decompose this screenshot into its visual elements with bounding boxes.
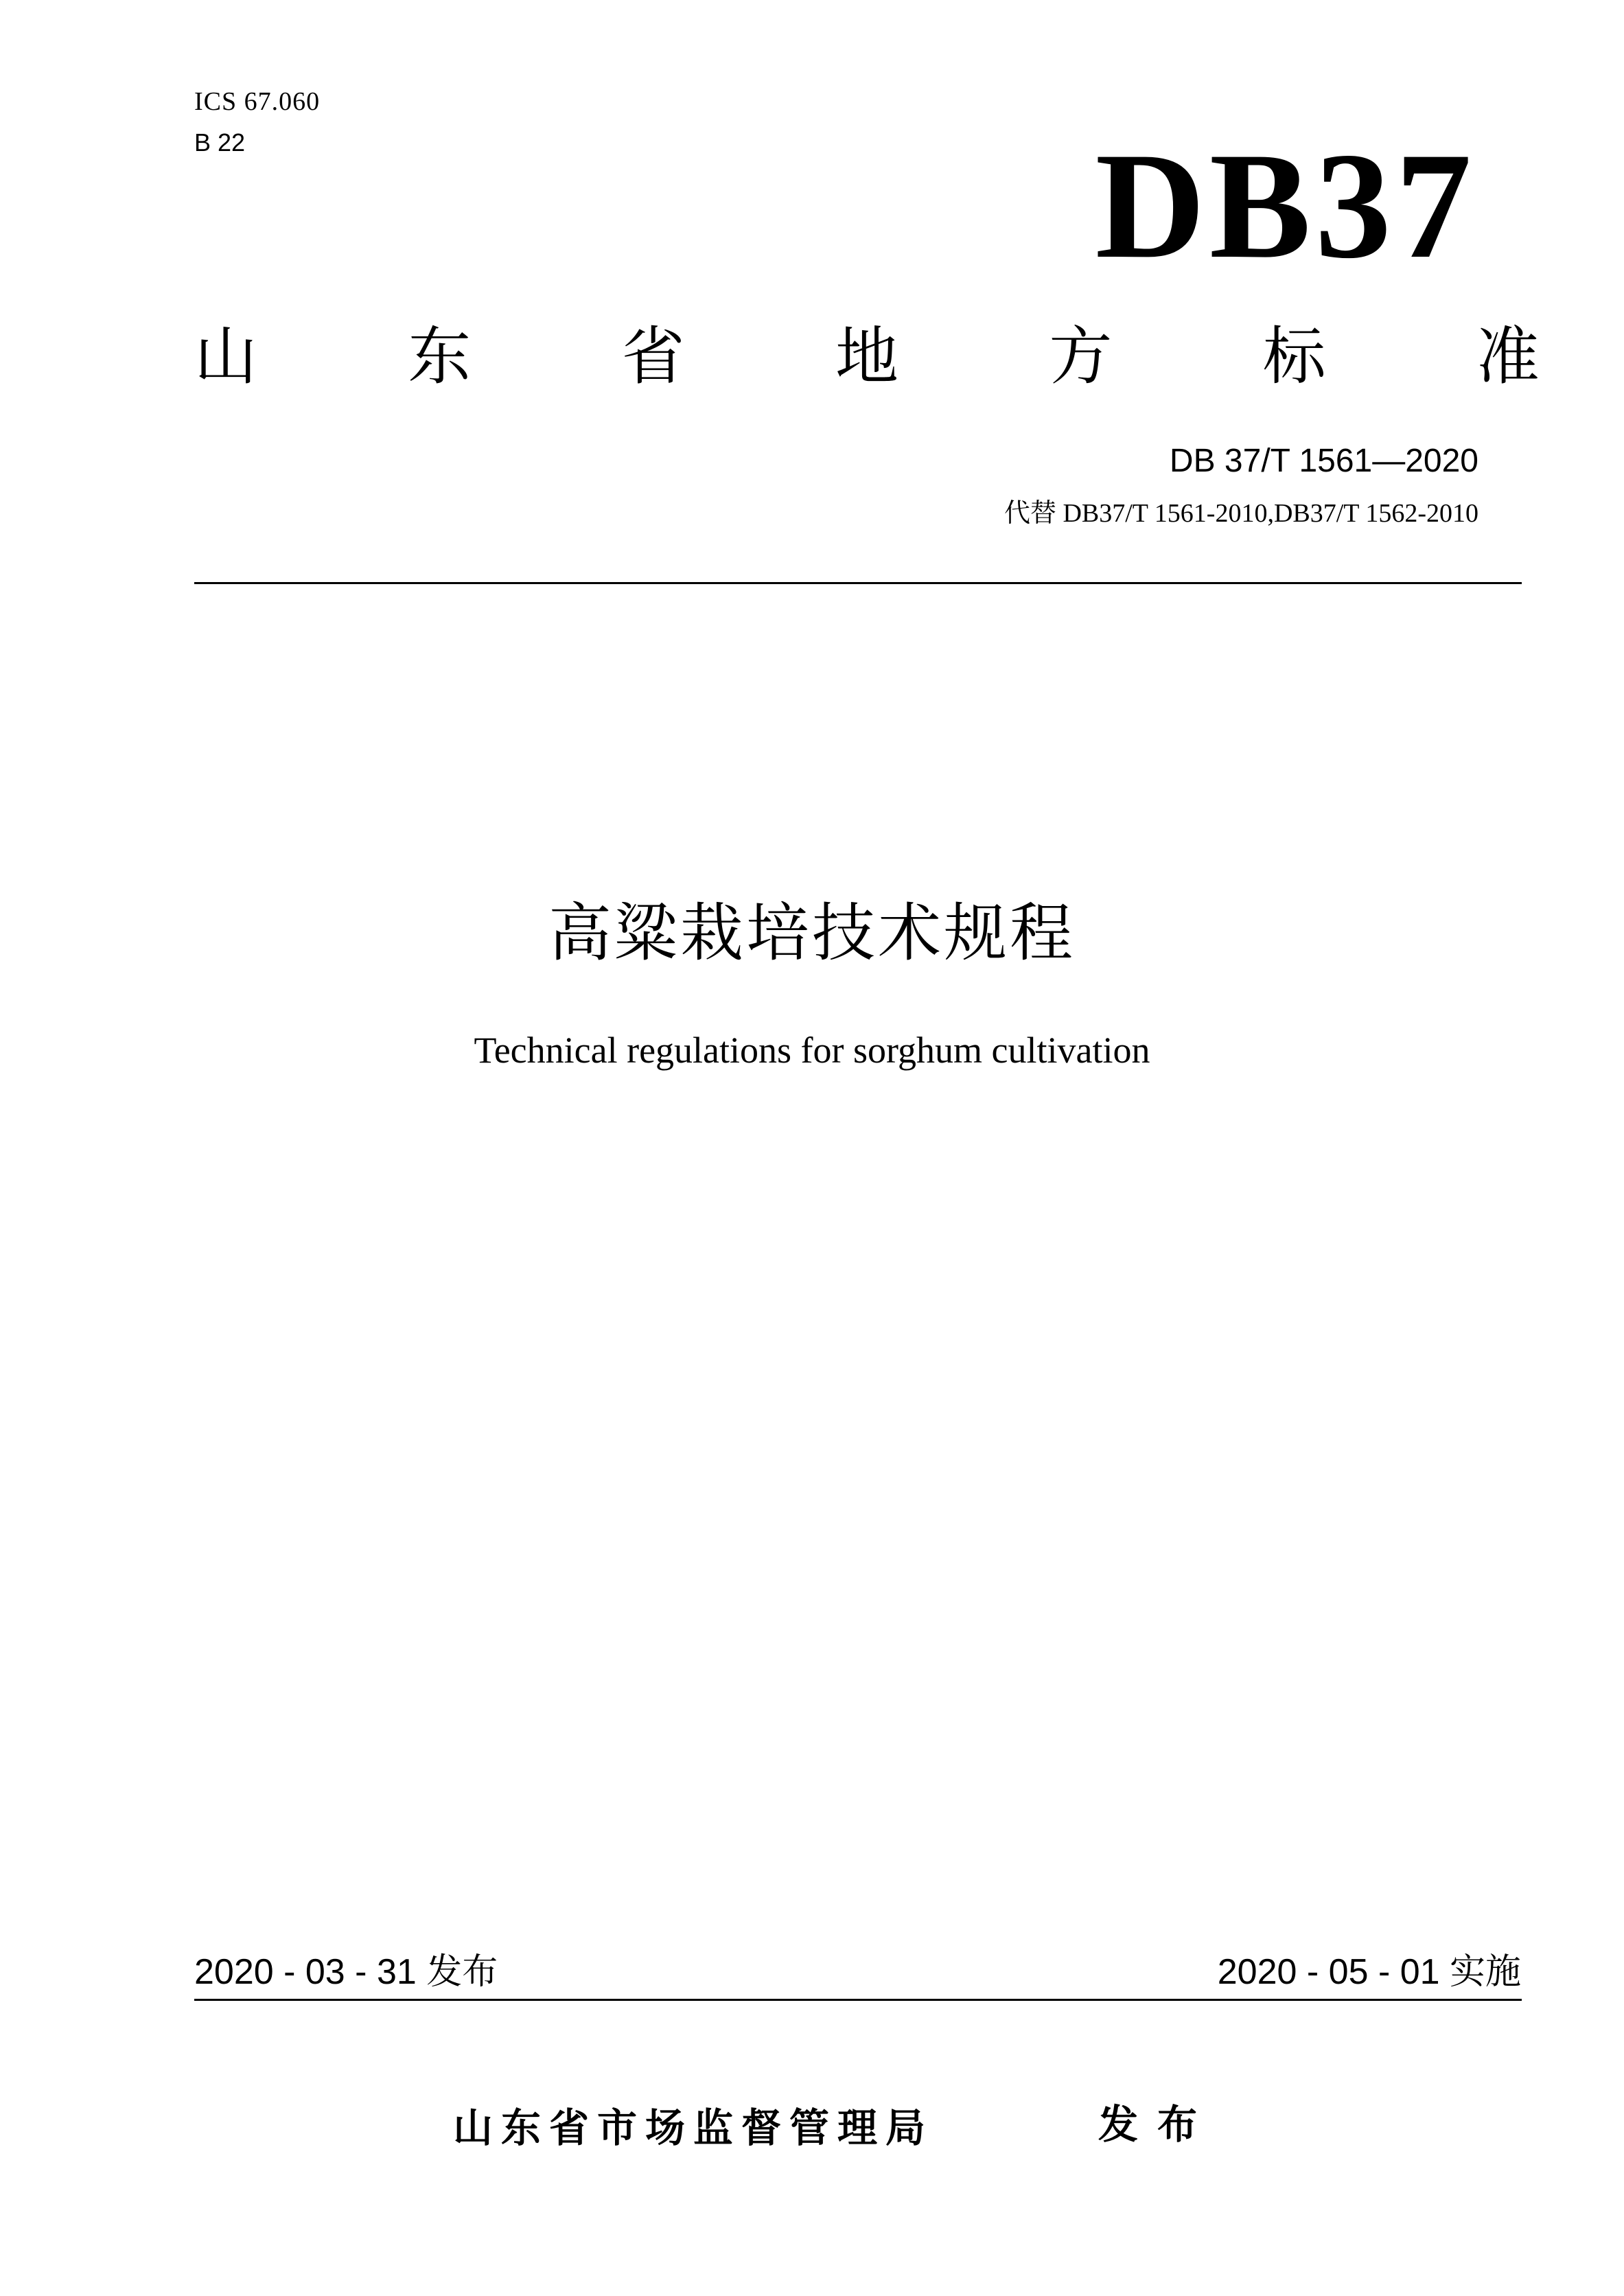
- issuing-authority: 山东省市场监督管理局: [453, 2104, 934, 2151]
- document-title-cn: 高粱栽培技术规程: [548, 896, 1076, 970]
- effective-date: 2020 - 05 - 01 实施: [1217, 1952, 1521, 1992]
- issue-label: 发布: [1098, 2101, 1217, 2148]
- standard-type-char: 标: [1262, 320, 1326, 393]
- standard-type-char: 山: [194, 320, 258, 393]
- publish-date: 2020 - 03 - 31 发布: [194, 1952, 498, 1992]
- ccs-code: B 22: [194, 128, 246, 156]
- standard-type-char: 准: [1476, 320, 1540, 393]
- standard-type-char: 东: [408, 320, 472, 393]
- standard-logo: DB37: [1095, 121, 1476, 290]
- standard-number: DB 37/T 1561—2020: [1169, 443, 1478, 479]
- standard-type-char: 地: [835, 320, 898, 393]
- top-divider: [194, 582, 1522, 584]
- standard-type: [194, 316, 1540, 398]
- standard-type-char: 省: [621, 320, 685, 393]
- bottom-divider: [194, 1999, 1522, 2001]
- standard-type-char: 方: [1049, 320, 1113, 393]
- document-title-en: Technical regulations for sorghum cultivation: [474, 1030, 1150, 1071]
- replaces-note: 代替 DB37/T 1561-2010,DB37/T 1562-2010: [1004, 499, 1478, 528]
- ics-code: ICS 67.060: [194, 87, 321, 116]
